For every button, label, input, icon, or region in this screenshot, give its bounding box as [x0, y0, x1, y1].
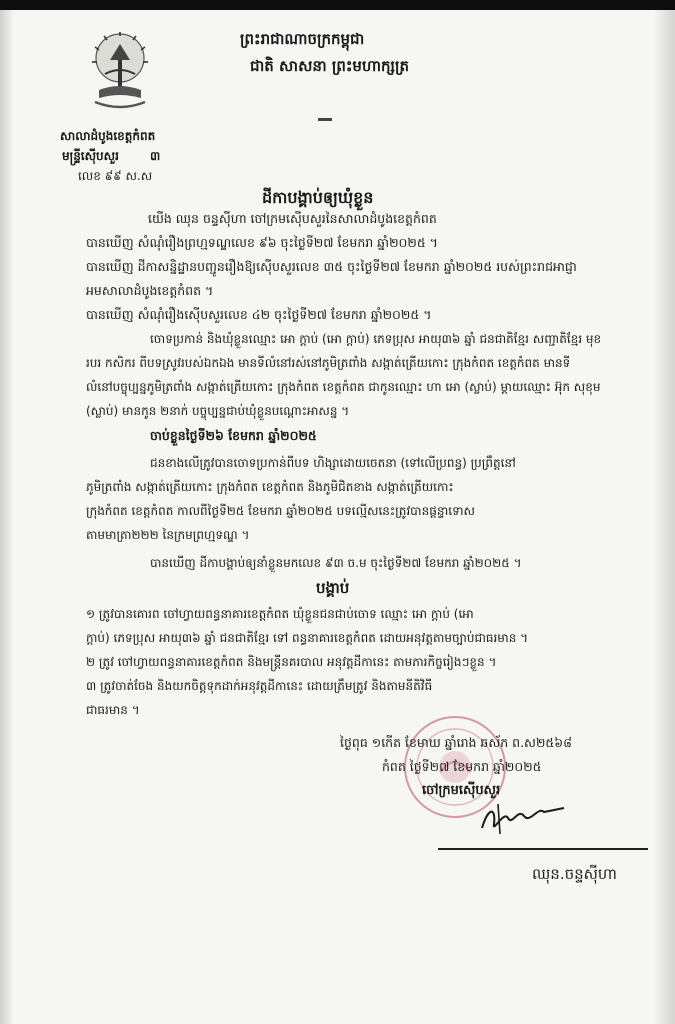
document-title: ដីកាបង្គាប់ឲ្យឃុំខ្លួន	[262, 188, 374, 207]
lunar-date-line: ថ្ងៃពុធ ១កើត ខែមាឃ ឆ្នាំរោង ឆស័ក ព.ស២៥៦៨	[340, 735, 572, 750]
charge-line-1: ជនខាងលើត្រូវបានចោទប្រកាន់ពីបទ ហិង្សាដោយចេតនា (ទៅលើប្រពន្ធ) ប្រព្រឹត្តនៅ	[150, 456, 516, 470]
facts-line-3: លំនៅបច្ចុប្បន្នភូមិត្រពាំង សង្កាត់ត្រើយកោះ ក្រុងកំពត ខេត្តកំពត ជាកូនឈ្មោះ ហា អោ (ស្លាប់) ម្ដាយឈ្មោះ អ៊ុក សុខុម	[86, 380, 601, 394]
charge-line-2: ភូមិត្រពាំង សង្កាត់ត្រើយកោះ ក្រុងកំពត ខេត្តកំពត និងភូមិជិតខាង សង្កាត់ត្រើយកោះ	[86, 480, 454, 494]
issuer-office-name: មន្ទ្រីស៊ើបសួរ	[62, 149, 119, 163]
signed-name: ឈុន.ចន្ទស៊ីហា	[532, 865, 617, 883]
solar-date-line: កំពត ថ្ងៃទី២៧ ខែមករា ឆ្នាំ២០២៥	[382, 759, 542, 774]
ornament-divider	[318, 118, 332, 121]
seen-warrant-line: បានឃើញ ដីកាបង្គាប់ឲ្យនាំខ្លួនមកលេខ ៩៣ ច.ម ចុះថ្ងៃទី២៧ ខែមករា ឆ្នាំ២០២៥ ។	[150, 556, 522, 570]
order-line-3: ២ ត្រូវ ចៅហ្វាយពន្ធនាគារខេត្តកំពត និងមន្ត្រីនគរបាល អនុវត្តដីកានេះ តាមភារកិច្ចរៀងៗខ្លួន ។	[86, 655, 497, 669]
document-reference-number: លេខ ៩៩ ស.ស	[78, 169, 153, 183]
order-heading: បង្គាប់	[316, 579, 350, 597]
order-line-5: ជាធរមាន ។	[86, 703, 140, 717]
facts-line-1: ចោទប្រកាន់ និងឃុំខ្លួនឈ្មោះ អោ ក្ដាប់ (អោ ក្ដាប់) ភេទប្រុស អាយុ៣៦ ឆ្នាំ ជនជាតិខ្មែរ សញ្ជាតិខ្មែរ មុខ	[150, 332, 602, 346]
signature-mark	[478, 798, 568, 838]
intro-line-1: យើង ឈុន ចន្ទស៊ីហា ចៅក្រមស៊ើបសួរនៃសាលាដំបូងខេត្តកំពត	[148, 211, 437, 226]
order-line-4: ៣ ត្រូវចាត់ចែង និងយកចិត្តទុកដាក់អនុវត្តដីកានេះ ដោយត្រឹមត្រូវ និងតាមនីតិវិធី	[86, 679, 433, 693]
issuer-court-name: សាលាដំបូងខេត្តកំពត	[60, 129, 156, 143]
facts-line-4: (ស្លាប់) មានកូន ២នាក់ បច្ចុប្បន្នជាប់ឃុំខ្លួនបណ្ដោះអាសន្ន ។	[86, 404, 350, 418]
intro-line-3: បានឃើញ ដីកាសន្និដ្ឋានបញ្ជូនរឿងឱ្យស៊ើបសួរលេខ ៣៥ ចុះថ្ងៃទី២៧ ខែមករា ឆ្នាំ២០២៥ របស់ព្រះរាជអាជ្ញា	[86, 259, 577, 274]
kingdom-heading: ព្រះរាជាណាចក្រកម្ពុជា	[240, 30, 365, 48]
order-line-2: ក្ដាប់) ភេទប្រុស អាយុ៣៦ ឆ្នាំ ជនជាតិខ្មែរ ទៅ ពន្ធនាគារខេត្តកំពត ដោយអនុវត្តតាមច្បាប់ជាធរមាន ។	[86, 631, 529, 645]
intro-line-4: អមសាលាដំបូងខេត្តកំពត ។	[86, 283, 214, 298]
charge-line-4: តាមមាត្រា២២២ នៃក្រមព្រហ្មទណ្ឌ ។	[86, 528, 250, 542]
facts-line-2: របរ កសិករ ពីបទស្រូវរបស់ឯកឯង មានទីលំនៅរស់នៅភូមិត្រពាំង សង្កាត់ត្រើយកោះ ក្រុងកំពត ខេត្តកំពត មានទី	[86, 356, 571, 370]
order-line-1: ១ ត្រូវបានគោរព ចៅហ្វាយពន្ធនាគារខេត្តកំពត ឃុំខ្លួនជនជាប់ចោទ ឈ្មោះ អោ ក្ដាប់ (អោ	[86, 607, 474, 621]
signature-underline	[438, 848, 648, 850]
photo-top-edge	[0, 0, 675, 10]
intro-line-2: បានឃើញ សំណុំរឿងព្រហ្មទណ្ឌលេខ ៩៦ ចុះថ្ងៃទី២៧ ខែមករា ឆ្នាំ២០២៥ ។	[86, 235, 438, 250]
intro-line-5: បានឃើញ សំណុំរឿងស៊ើបសួរលេខ ៤២ ចុះថ្ងៃទី២៧ ខែមករា ឆ្នាំ២០២៥ ។	[86, 307, 432, 322]
issuer-office-number: ៣	[150, 149, 161, 163]
page-shadow-right	[653, 10, 675, 1024]
signer-title: ចៅក្រមស៊ើបសួរ	[422, 783, 501, 798]
page-shadow-left	[0, 10, 14, 1024]
national-motto: ជាតិ សាសនា ព្រះមហាក្សត្រ	[250, 57, 409, 75]
charge-line-3: ក្រុងកំពត ខេត្តកំពត កាលពីថ្ងៃទី២៥ ខែមករា ឆ្នាំ២០២៥ បទល្មើសនេះត្រូវបានផ្ដន្ទាទោស	[86, 504, 475, 518]
court-emblem-icon	[85, 28, 155, 118]
arrest-date-line: ចាប់ខ្លួនថ្ងៃទី២៦ ខែមករា ឆ្នាំ២០២៥	[150, 428, 317, 443]
